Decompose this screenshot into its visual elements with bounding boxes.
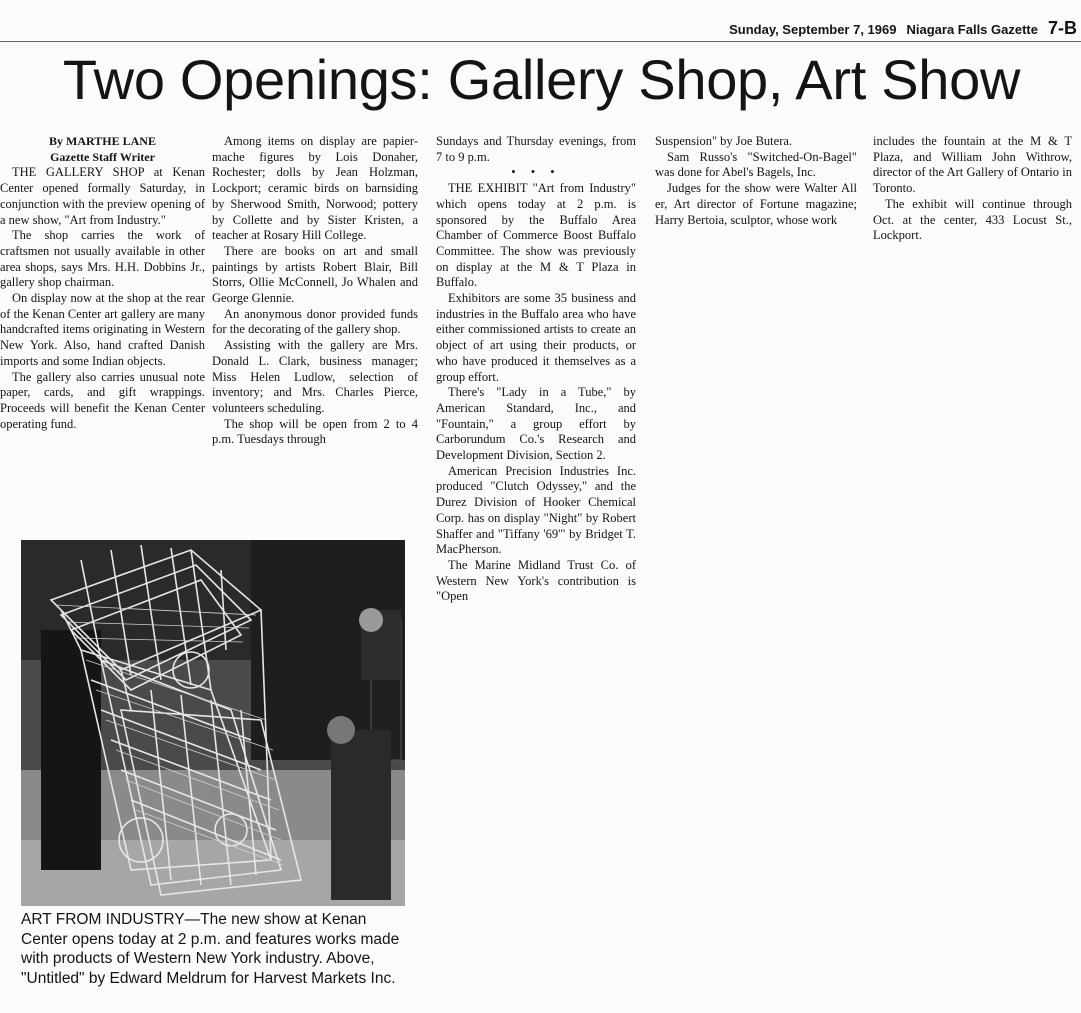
headline: Two Openings: Gallery Shop, Art Show <box>62 48 1021 111</box>
paragraph: An anonymous donor provided funds for the decorating of the gallery shop. <box>212 306 418 337</box>
dateline <box>729 18 1077 39</box>
paragraph: On display now at the shop at the rear of the Kenan Center art gallery are many handcrafted items originating in Western New York. Also, hand crafted Danish imports and some Indian objects. <box>0 291 205 368</box>
article-column-4 <box>655 134 857 228</box>
article-column-2 <box>212 134 418 448</box>
paragraph: The Marine Midland Trust Co. of Western New York's contribution is "Open <box>436 557 636 604</box>
paragraph: Among items on display are papier-mache figures by Lois Donaher, Rochester; dolls by Jean Holzman, Lockport; ceramic birds on barnsiding by Sherwood Smith, Norwood; pottery by Collette and by Sister Kristen, a teacher at Rosary Hill College. <box>212 134 418 243</box>
article-column-1 <box>0 134 205 432</box>
news-photo <box>21 540 405 906</box>
byline-name: By MARTHE LANE <box>49 134 156 148</box>
photo-illustration <box>21 540 405 906</box>
paragraph: THE EXHIBIT "Art from Industry" which opens today at 2 p.m. is sponsored by the Buffalo Area Chamber of Commerce Boost Buffalo Committee. The show was previously on display at the M & T Plaza in Buffalo. <box>436 181 636 290</box>
photo-caption: ART FROM INDUSTRY—The new show at Kenan Center opens today at 2 p.m. and features works made with products of Western New York industry. Above, "Untitled" by Edward Meldrum for Harvest Markets Inc. <box>21 911 400 987</box>
byline-title: Gazette Staff Writer <box>50 149 155 164</box>
paragraph: Sundays and Thursday evenings, from 7 to 9 p.m. <box>436 134 636 164</box>
paragraph: Exhibitors are some 35 business and industries in the Buffalo area who have either commissioned artists to create an object of art using their products, or who have produced it themselves as a group effort. <box>436 291 636 384</box>
header-rule <box>0 41 1081 42</box>
paragraph: There's "Lady in a Tube," by American Standard, Inc., and "Fountain," a group effort by Carborundum Co.'s Research and Development Division, Section 2. <box>436 385 636 463</box>
paragraph: The shop will be open from 2 to 4 p.m. Tuesdays through <box>212 416 418 447</box>
paragraph: The exhibit will continue through Oct. at the center, 433 Locust St., Lockport. <box>873 196 1072 243</box>
paragraph: THE GALLERY SHOP at Kenan Center opened formally Saturday, in conjunction with the preview opening of a new show, "Art from Industry." <box>0 165 205 227</box>
issue-date: Sunday, September 7, 1969 <box>729 22 897 37</box>
article-column-3 <box>436 134 636 605</box>
paragraph: includes the fountain at the M & T Plaza, and William John Withrow, director of the Art Gallery of Ontario in Toronto. <box>873 134 1072 196</box>
paragraph: The gallery also carries unusual note paper, cards, and gift wrappings. Proceeds will benefit the Kenan Center operating fund. <box>0 369 205 431</box>
page-number: 7-B <box>1047 18 1077 38</box>
paragraph: Sam Russo's "Switched-On-Bagel" was done for Abel's Bagels, Inc. <box>655 149 857 180</box>
paragraph: There are books on art and small paintings by artists Robert Blair, Bill Storrs, Ollie McConnell, Jo Whalen and George Glennie. <box>212 243 418 306</box>
section-separator: • • • <box>511 165 561 180</box>
article-column-5 <box>873 134 1072 244</box>
paragraph: Judges for the show were Walter All er, Art director of Fortune magazine; Harry Bertoia, sculptor, whose work <box>655 181 857 227</box>
paragraph: American Precision Industries Inc. produced "Clutch Odyssey," and the Durez Division of Hooker Chemical Corp. has on display "Night" by Robert Shaffer and "Tiffany '69'" by Bridget T. MacPherson. <box>436 463 636 557</box>
newspaper-name: Niagara Falls Gazette <box>906 22 1038 37</box>
paragraph: Assisting with the gallery are Mrs. Donald L. Clark, business manager; Miss Helen Ludlow, selection of inventory; and Mrs. Charles Pierce, volunteers scheduling. <box>212 338 418 415</box>
paragraph: Suspension" by Joe Butera. <box>655 134 793 148</box>
paragraph: The shop carries the work of craftsmen not usually available in other area shops, says Mrs. H.H. Dobbins Jr., gallery shop chairman. <box>0 228 205 290</box>
